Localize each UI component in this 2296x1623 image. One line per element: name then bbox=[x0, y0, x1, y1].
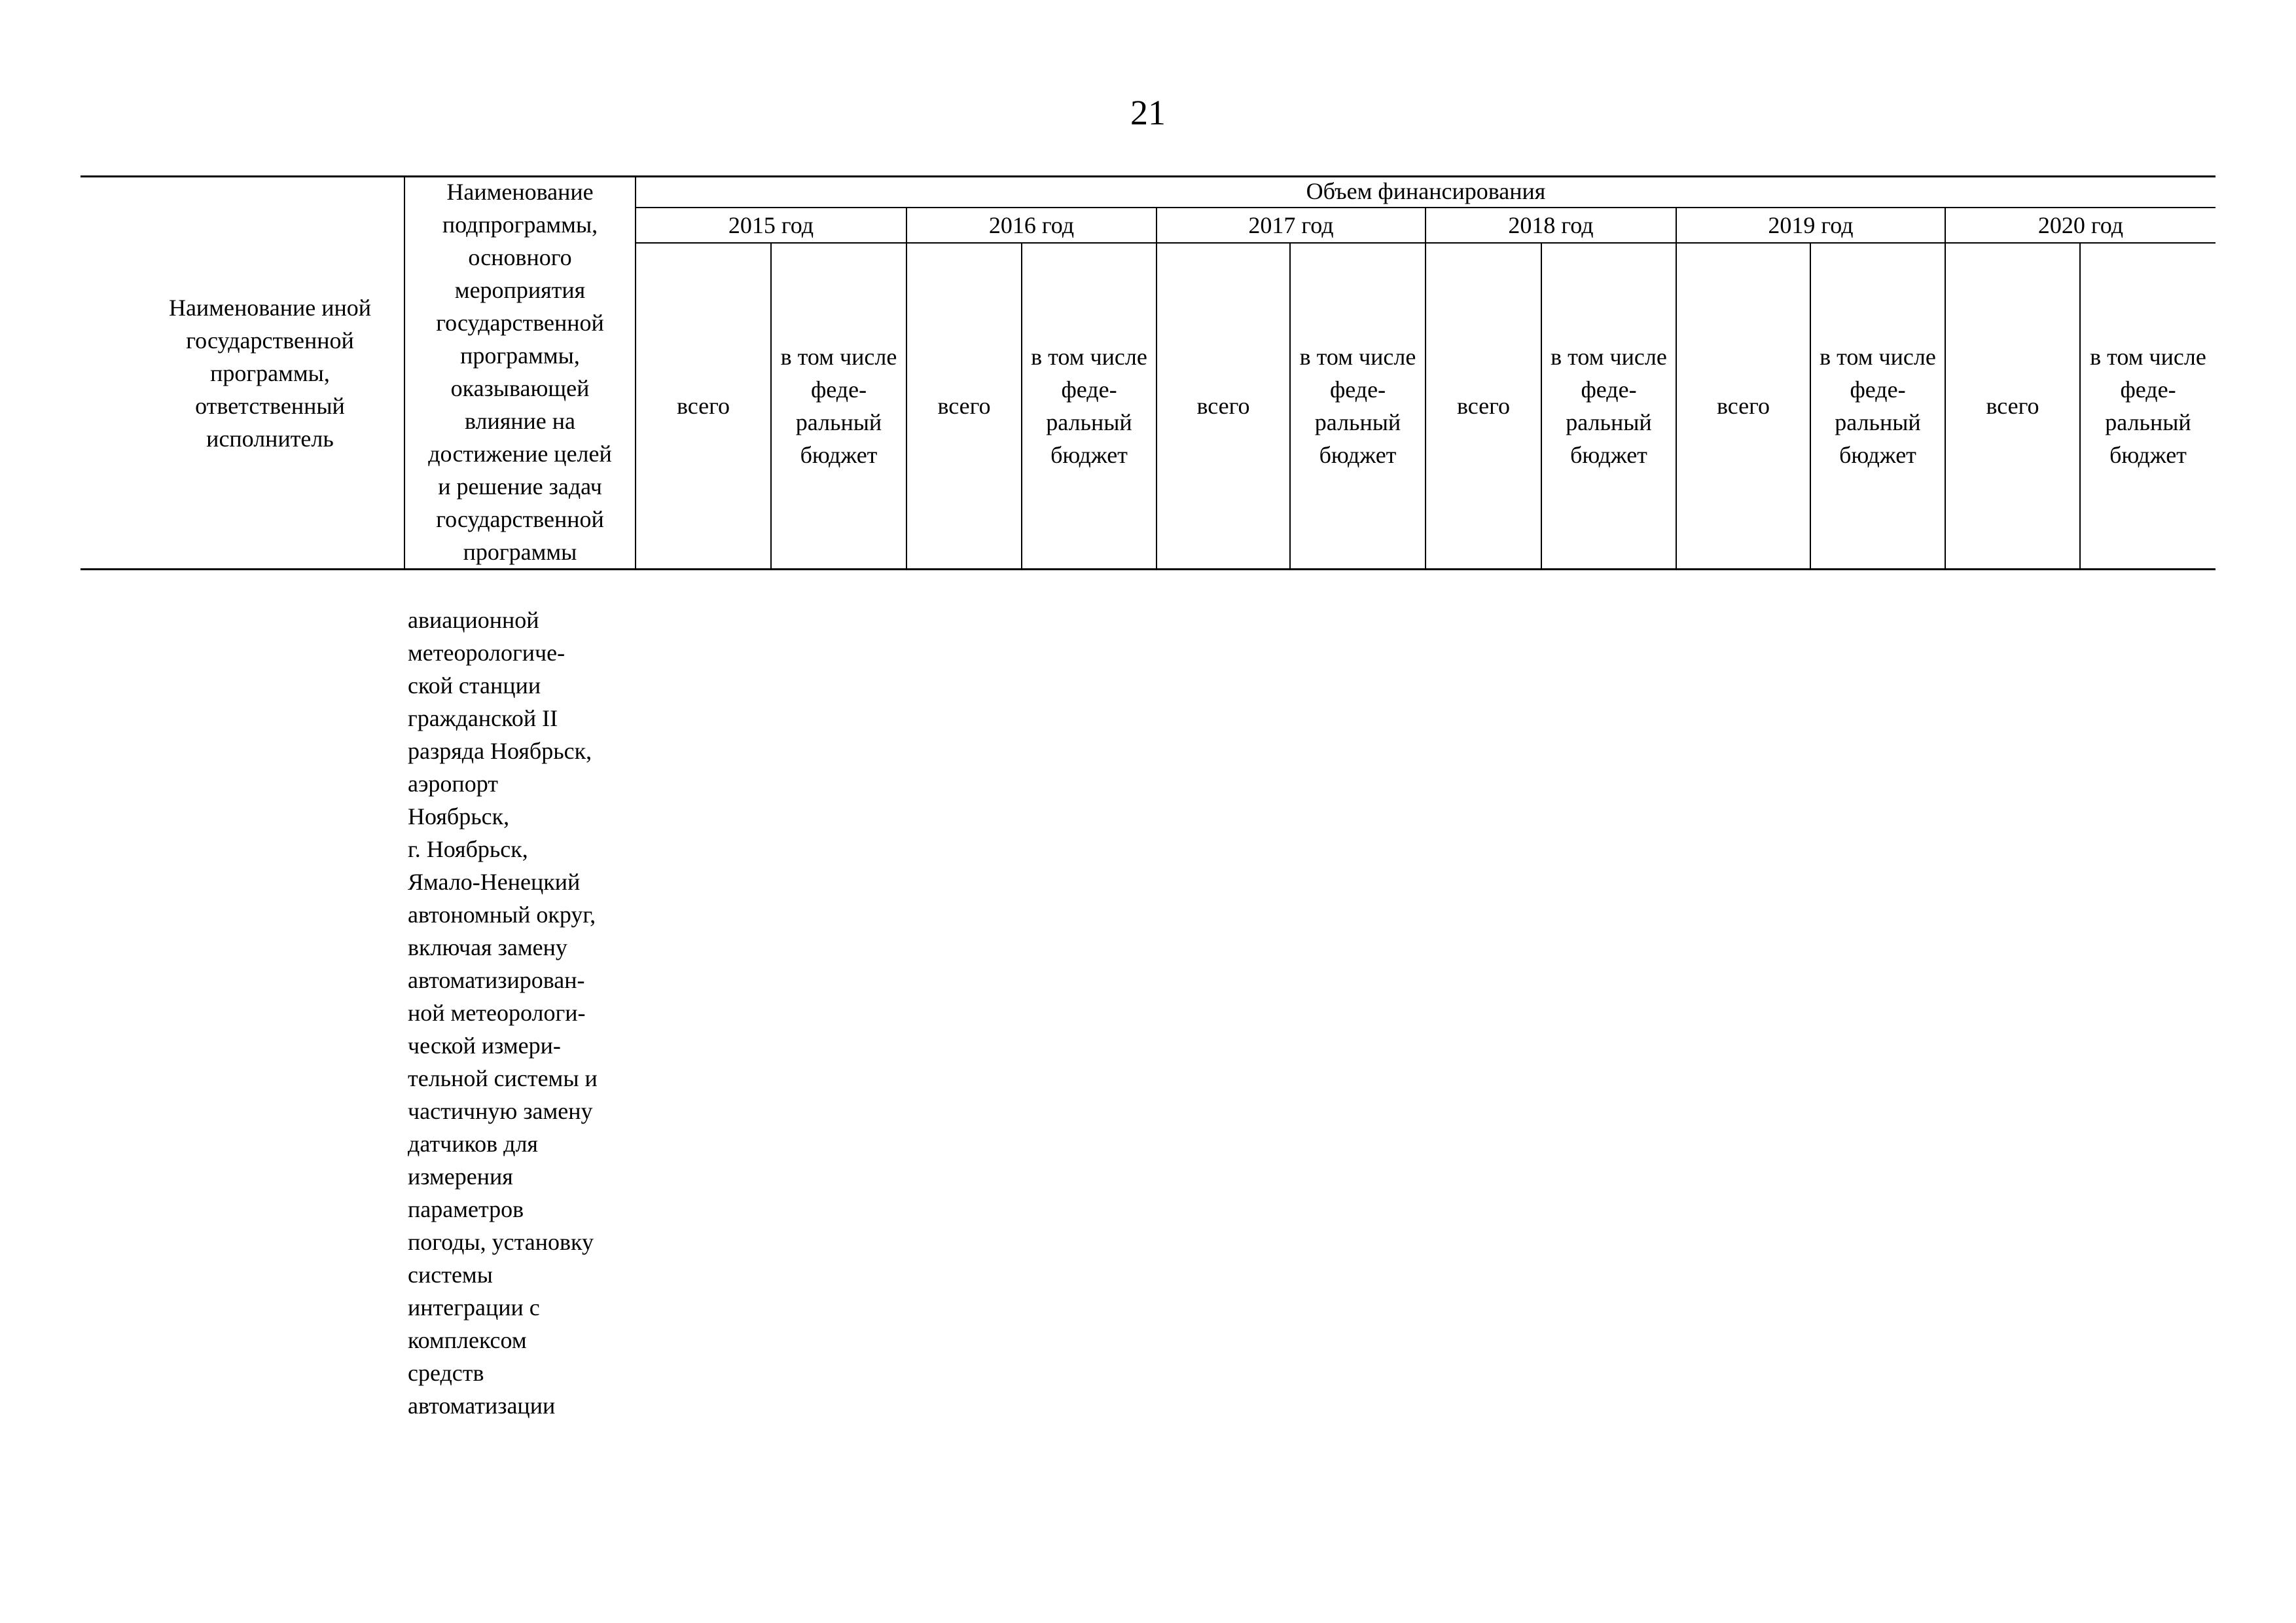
header-total: всего bbox=[1716, 393, 1770, 419]
header-total: всего bbox=[1986, 393, 2039, 419]
header-subprogram-name: Наименование подпрограммы, основного мероприятия государственной программы, оказывающей влияние на достижение целей и решение задач государственной программы bbox=[428, 179, 612, 565]
header-federal-budget: в том числе феде- ральный бюджет bbox=[780, 344, 897, 468]
header-federal-budget: в том числе феде- ральный бюджет bbox=[1031, 344, 1147, 468]
header-year: 2018 год bbox=[1508, 212, 1594, 238]
header-total: всего bbox=[937, 393, 991, 419]
header-total: всего bbox=[676, 393, 730, 419]
header-federal-budget: в том числе феде- ральный бюджет bbox=[1820, 344, 1936, 468]
page-number: 21 bbox=[1130, 93, 1166, 132]
header-year: 2016 год bbox=[988, 212, 1075, 238]
header-bottom-rule bbox=[81, 568, 2215, 570]
header-year: 2019 год bbox=[1768, 212, 1854, 238]
header-federal-budget: в том числе феде- ральный бюджет bbox=[1551, 344, 1667, 468]
header-year: 2015 год bbox=[728, 212, 814, 238]
header-federal-budget: в том числе феде- ральный бюджет bbox=[1299, 344, 1416, 468]
header-federal-budget: в том числе феде- ральный бюджет bbox=[2090, 344, 2206, 468]
header-funding-volume: Объем финансирования bbox=[1306, 178, 1546, 204]
header-program-name: Наименование иной государственной программы, ответственный исполнитель bbox=[168, 295, 372, 452]
header-total: всего bbox=[1456, 393, 1511, 419]
header-year: 2017 год bbox=[1248, 212, 1334, 238]
header-total: всего bbox=[1196, 393, 1250, 419]
subprogram-description: авиационной метеорологиче- ской станции гражданской II разряда Ноябрьск, аэропорт Ноябрьск, г. Ноябрьск, Ямало-Ненецкий автономный округ, включая замену автоматизирован- ной метеорологи- ческой измери- тельной системы и частичную замену датчиков для измерения параметров погоды, установку системы интеграции с комплексом средств автоматизации bbox=[408, 607, 598, 1419]
header-year: 2020 год bbox=[2037, 212, 2124, 238]
